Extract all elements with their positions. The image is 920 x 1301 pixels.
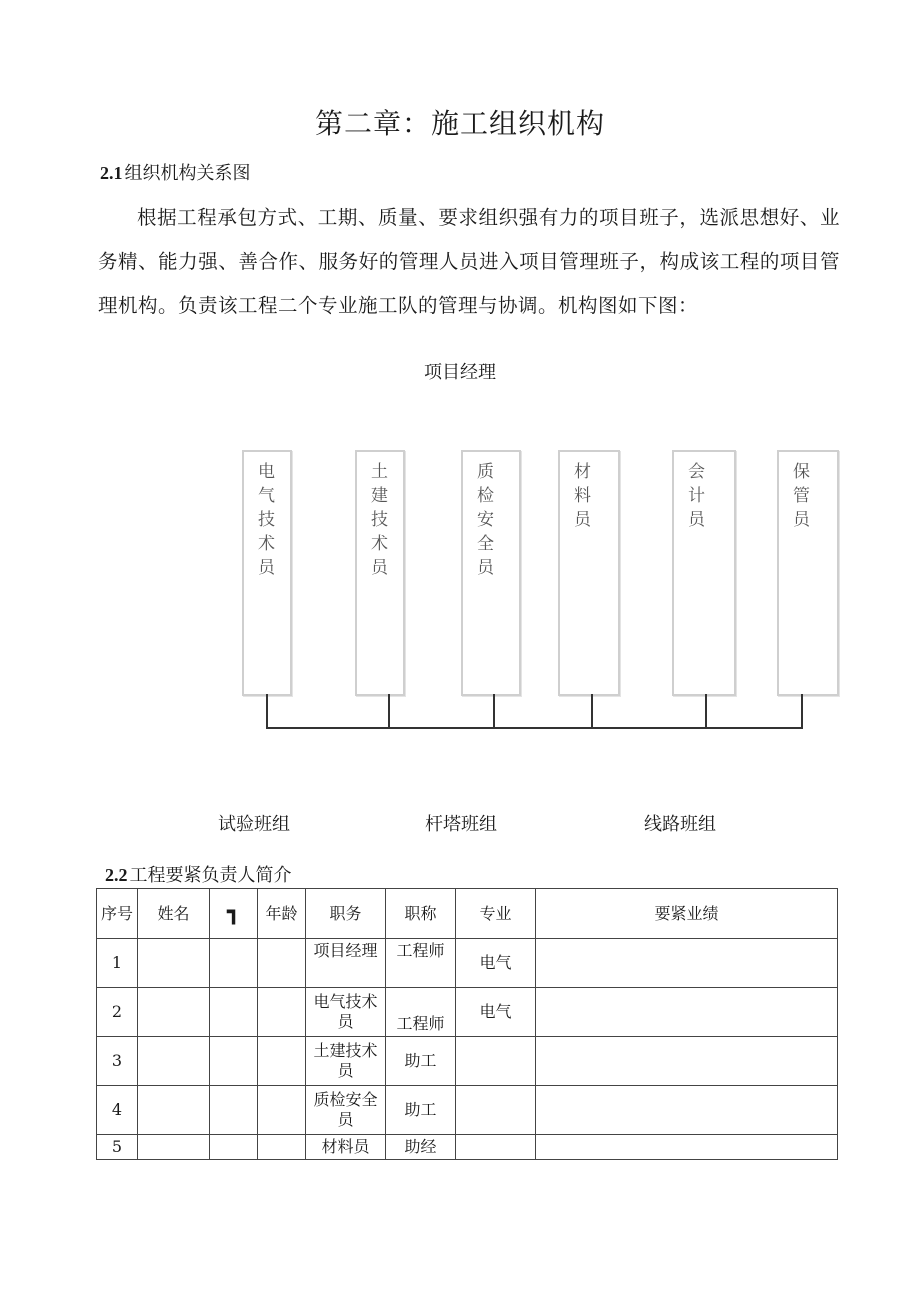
connector-line [266,694,268,729]
cell-mark [210,1086,258,1135]
section-number: 2.2 [105,865,128,885]
org-box-accountant [672,450,736,696]
section-heading-2-1 [100,159,251,185]
cell-name [138,1037,210,1086]
org-box-quality-safety [461,450,521,696]
section-number: 2.1 [100,163,123,183]
header-cell-name: 姓名 [138,889,210,939]
cell-mark [210,1037,258,1086]
personnel-table [96,888,838,1160]
cell-achievements [536,988,838,1037]
cell-specialty [456,1135,536,1160]
org-box-electrical-tech [242,450,292,696]
cell-index: 2 [97,988,138,1037]
cell-achievements [536,939,838,988]
connector-line [705,694,707,729]
cell-specialty [456,1037,536,1086]
cell-mark [210,1135,258,1160]
cell-title: 工程师 [386,988,456,1037]
cell-position: 材料员 [306,1135,386,1160]
cell-achievements [536,1037,838,1086]
cell-mark [210,939,258,988]
cell-index: 3 [97,1037,138,1086]
cell-index: 4 [97,1086,138,1135]
cell-title: 助工 [386,1037,456,1086]
cell-age [258,1037,306,1086]
table-row [97,1135,838,1160]
cell-mark [210,988,258,1037]
header-cell-age: 年龄 [258,889,306,939]
cell-achievements [536,1135,838,1160]
cell-name [138,988,210,1037]
org-box-label: 保管员 [793,462,810,530]
cell-name [138,1086,210,1135]
org-box-label: 会计员 [688,462,705,530]
team-label-testing: 试验班组 [218,814,290,835]
connector-line [493,694,495,729]
cell-index: 5 [97,1135,138,1160]
cell-age [258,1086,306,1135]
cell-name [138,1135,210,1160]
cell-specialty [456,1086,536,1135]
chapter-title: 第二章：施工组织机构 [314,107,605,140]
cell-index: 1 [97,939,138,988]
cell-age [258,988,306,1037]
section-label: 组织机构关系图 [124,163,251,184]
org-box-storekeeper [777,450,839,696]
cell-specialty: 电气 [456,988,536,1037]
connector-bus [266,727,803,729]
cell-position: 土建技术员 [306,1037,386,1086]
table-row [97,939,838,988]
org-box-label: 电气技术员 [258,462,275,578]
org-box-civil-tech [355,450,405,696]
cell-specialty: 电气 [456,939,536,988]
cell-position: 质检安全员 [306,1086,386,1135]
team-label-line: 线路班组 [644,814,716,835]
header-cell-index: 序号 [97,889,138,939]
org-box-label: 土建技术员 [371,462,388,578]
cell-age [258,1135,306,1160]
header-cell-position: 职务 [306,889,386,939]
cell-title: 助经 [386,1135,456,1160]
org-box-label: 质检安全员 [477,462,494,578]
table-row [97,1086,838,1135]
team-label-tower: 杆塔班组 [425,814,497,835]
section-heading-2-2 [105,861,292,887]
header-cell-achievements: 要紧业绩 [536,889,838,939]
org-box-materials [558,450,620,696]
cell-position: 项目经理 [306,939,386,988]
mark-glyph: ┓ [226,900,241,925]
section-label: 工程要紧负责人简介 [129,865,292,886]
cell-position: 电气技术员 [306,988,386,1037]
table-header-row [97,889,838,939]
connector-line [591,694,593,729]
header-cell-mark [210,889,258,939]
cell-title: 工程师 [386,939,456,988]
header-cell-title: 职称 [386,889,456,939]
connector-line [801,694,803,729]
cell-age [258,939,306,988]
org-box-label: 材料员 [574,462,591,530]
connector-line [388,694,390,729]
header-cell-specialty: 专业 [456,889,536,939]
cell-achievements [536,1086,838,1135]
cell-name [138,939,210,988]
table-row [97,988,838,1037]
cell-title: 助工 [386,1086,456,1135]
org-manager-label: 项目经理 [424,362,496,383]
intro-paragraph: 根据工程承包方式、工期、质量、要求组织强有力的项目班子，选派思想好、业务精、能力强、善合作、服务好的管理人员进入项目管理班子，构成该工程的项目管理机构。负责该工程二个专业施工队的管理与协调。机构图如下图： [98,206,840,317]
table-row [97,1037,838,1086]
